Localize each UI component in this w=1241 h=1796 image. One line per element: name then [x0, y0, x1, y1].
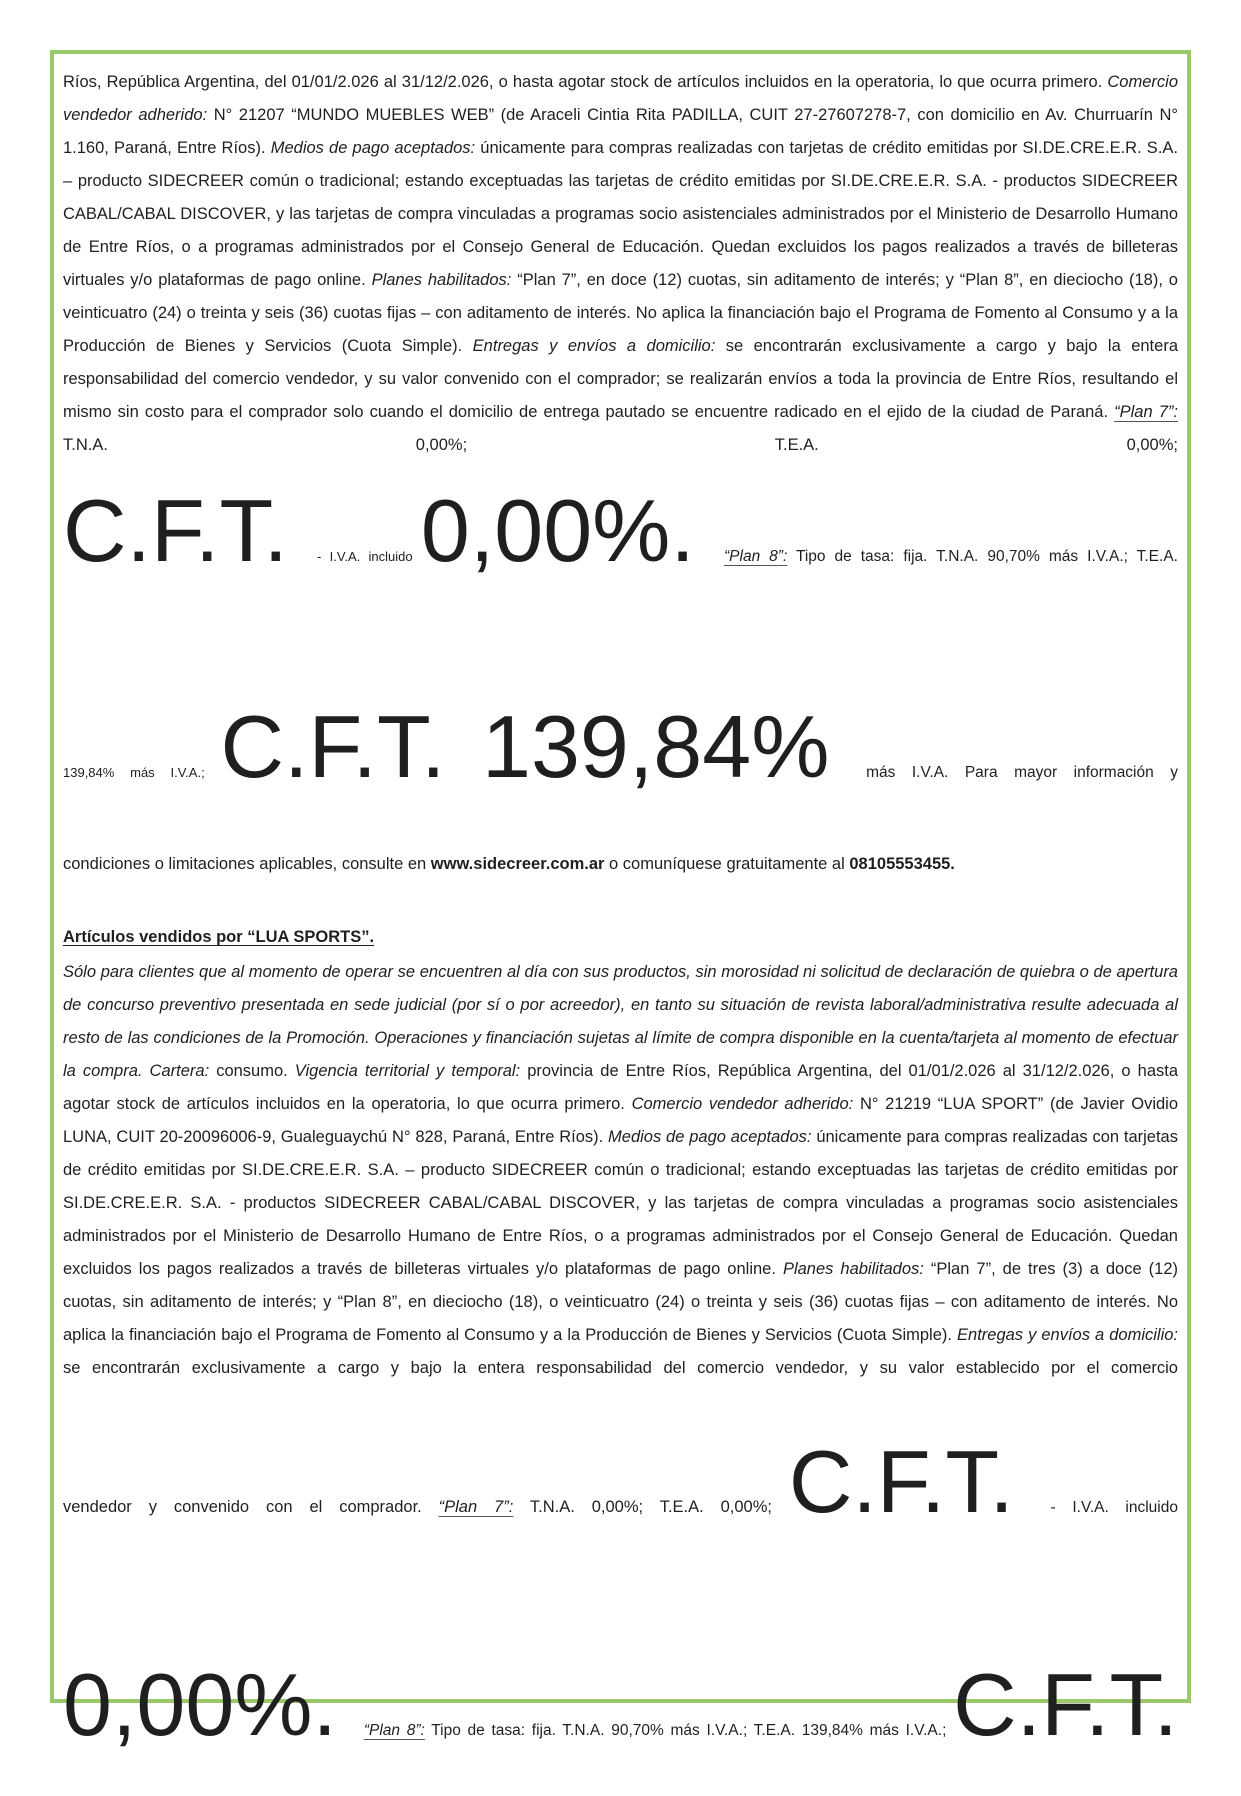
- terms-paragraph-mundo-muebles: [63, 66, 1178, 462]
- text-run: 139,84% más I.V.A.;: [63, 765, 221, 780]
- cft-line-plan8-lua: [63, 1636, 1178, 1796]
- phone-number: 08105553455.: [849, 855, 955, 873]
- text-run: Ríos, República Argentina, del 01/01/2.026 al 31/12/2.026, o hasta agotar stock de artículos incluidos en la operatoria, lo que ocurra primero.: [63, 73, 1108, 91]
- plan7-ref: “Plan 7”:: [1114, 403, 1178, 421]
- label-entregas-envios: Entregas y envíos a domicilio:: [472, 337, 726, 355]
- document-page: [50, 50, 1191, 1754]
- cft-value-big: 0,00%.: [63, 1655, 364, 1754]
- website-url: www.sidecreer.com.ar: [430, 855, 605, 873]
- text-run: únicamente para compras realizadas con tarjetas de crédito emitidas por SI.DE.CRE.E.R. S.A. – producto SIDECREER común o tradicional; estando exceptuadas las tarjetas de crédito emitidas por SI.DE.CRE.E.R. S.A. - productos SIDECREER CABAL/CABAL DISCOVER, y las tarjetas de compra vinculadas a programas socio asistenciales administrados por el Ministerio de Desarrollo Humano de Entre Ríos, o a programas administrados por el Consejo General de Educación. Quedan excluidos los pagos realizados a través de billeteras virtuales y/o plataformas de pago online.: [63, 139, 1178, 289]
- text-run: N° 21207 “MUNDO MUEBLES WEB” (de Araceli Cintia Rita PADILLA, CUIT 27-27607278-7, con domicilio en Av. Churruarín N° 1.160, Paraná, Entre Ríos).: [63, 106, 1179, 157]
- cft-line-plan7-lua: [63, 1413, 1178, 1573]
- text-run: vendedor y convenido con el comprador.: [63, 1498, 439, 1516]
- label-cartera: Cartera:: [149, 1062, 217, 1080]
- label-planes-habilitados: Planes habilitados:: [782, 1260, 931, 1278]
- plan8-ref: “Plan 8”:: [724, 548, 788, 565]
- text-run: “Plan 7”, de tres (3) a doce (12) cuotas, sin aditamento de interés; y “Plan 8”, en dieciocho (18), o veinticuatro (24) o treinta y seis (36) cuotas fijas – con aditamento de interés. No aplica la financiación bajo el Programa de Fomento al Consumo y a la Producción de Bienes y Servicios (Cuota Simple).: [63, 1260, 1178, 1344]
- text-run: “Plan 7”, en doce (12) cuotas, sin aditamento de interés; y “Plan 8”, en dieciocho (18), o veinticuatro (24) o treinta y seis (36) cuotas fijas – con aditamento de interés. No aplica la financiación bajo el Programa de Fomento al Consumo y a la Producción de Bienes y Servicios (Cuota Simple).: [63, 271, 1178, 355]
- label-medios-de-pago: Medios de pago aceptados:: [608, 1128, 817, 1146]
- plan8-ref: “Plan 8”:: [363, 1722, 425, 1739]
- cft-value-big: C.F.T. 139,84%: [220, 697, 867, 796]
- iva-incluido-note: - I.V.A. incluido: [1050, 1499, 1178, 1516]
- plan7-ref: “Plan 7”:: [438, 1498, 514, 1516]
- label-medios-de-pago: Medios de pago aceptados:: [270, 139, 481, 157]
- text-run: únicamente para compras realizadas con tarjetas de crédito emitidas por SI.DE.CRE.E.R. S.A. – producto SIDECREER común o tradicional; estando exceptuadas las tarjetas de crédito emitidas por SI.DE.CRE.E.R. S.A. - productos SIDECREER CABAL/CABAL DISCOVER, y las tarjetas de compra vinculadas a programas socio asistenciales administrados por el Ministerio de Desarrollo Humano de Entre Ríos, o a programas administrados por el Consejo General de Educación. Quedan excluidos los pagos realizados a través de billeteras virtuales y/o plataformas de pago online.: [63, 1128, 1178, 1278]
- cft-line-plan7-mundo: [63, 462, 1178, 622]
- cft-label-big: C.F.T.: [788, 1432, 1051, 1531]
- label-entregas-envios: Entregas y envíos a domicilio:: [957, 1326, 1178, 1344]
- text-run: provincia de Entre Ríos, República Argentina, del 01/01/2.026 al 31/12/2.026, o hasta agotar stock de artículos incluidos en la operatoria, lo que ocurra primero.: [63, 1062, 1179, 1113]
- cft-label-big: C.F.T.: [953, 1655, 1178, 1754]
- iva-incluido-note: - I.V.A. incluido: [317, 549, 421, 564]
- cft-label-big: C.F.T.: [63, 481, 318, 580]
- cft-line-plan8-mundo: [63, 678, 1178, 838]
- contact-info-line: [63, 848, 1178, 881]
- text-run: se encontrarán exclusivamente a cargo y bajo la entera responsabilidad del comercio vendedor, y su valor convenido con el comprador; se realizarán envíos a toda la provincia de Entre Ríos, resultando el mismo sin costo para el comprador solo cuando el domicilio de entrega pautado se encuentre radicado en el ejido de la ciudad de Paraná.: [63, 337, 1178, 421]
- text-run: Sólo para clientes que al momento de operar se encuentren al día con sus productos, sin morosidad ni solicitud de declaración de quiebra o de apertura de concurso preventivo presentada en sede judicial (por sí o por acreedor), en tanto su situación de revista laboral/administrativa resulte adecuada al resto de las condiciones de la Promoción. Operaciones y financiación sujetas al límite de compra disponible en la cuenta/tarjeta al momento de efectuar la compra.: [63, 963, 1178, 1080]
- heading-text: Artículos vendidos por “LUA SPORTS”.: [63, 928, 375, 946]
- text-run: o comuníquese gratuitamente al: [604, 855, 850, 873]
- label-planes-habilitados: Planes habilitados:: [371, 271, 518, 289]
- label-comercio-vendedor: Comercio vendedor adherido:: [631, 1095, 860, 1113]
- text-run: Tipo de tasa: fija. T.N.A. 90,70% más I.V.A.; T.E.A.: [787, 548, 1178, 565]
- text-run: consumo.: [216, 1062, 295, 1080]
- text-run: T.N.A. 0,00%; T.E.A. 0,00%;: [513, 1498, 789, 1516]
- text-run: N° 21219 “LUA SPORT” (de Javier Ovidio LUNA, CUIT 20-20096006-9, Gualeguaychú N° 828, Paraná, Entre Ríos).: [63, 1095, 1179, 1146]
- text-run: más I.V.A. Para mayor información y: [866, 764, 1178, 781]
- text-run: Tipo de tasa: fija. T.N.A. 90,70% más I.V.A.; T.E.A. 139,84% más I.V.A.;: [424, 1722, 954, 1739]
- cft-value-big: 0,00%.: [420, 481, 724, 580]
- terms-paragraph-lua-sports: [63, 956, 1178, 1385]
- text-run: T.N.A. 0,00%; T.E.A. 0,00%;: [63, 436, 1178, 454]
- text-run: se encontrarán exclusivamente a cargo y bajo la entera responsabilidad del comercio vendedor, y su valor establecido por el comercio: [63, 1359, 1178, 1377]
- label-vigencia: Vigencia territorial y temporal:: [294, 1062, 528, 1080]
- section-heading-lua-sports: [63, 921, 1178, 954]
- text-run: condiciones o limitaciones aplicables, consulte en: [63, 855, 431, 873]
- label-comercio-vendedor: Comercio vendedor adherido:: [63, 73, 1178, 124]
